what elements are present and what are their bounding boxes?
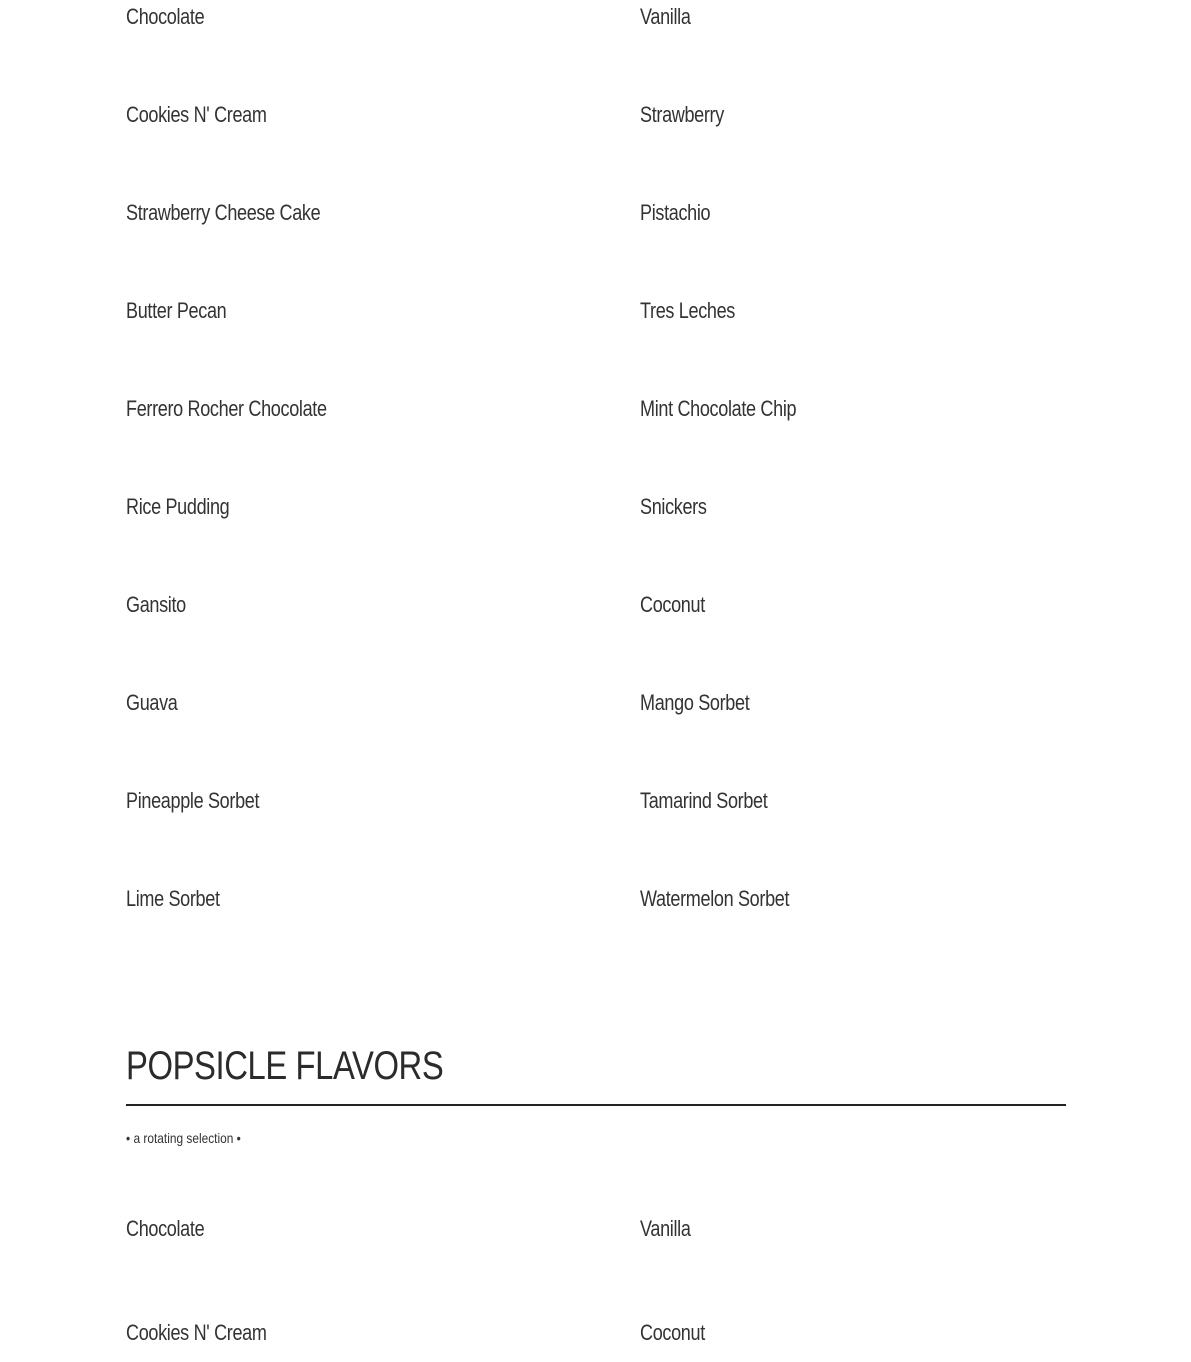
flavor-item: Guava <box>126 690 178 715</box>
flavor-item: Tres Leches <box>640 298 735 323</box>
flavor-item: Gansito <box>126 592 186 617</box>
flavor-item: Butter Pecan <box>126 298 227 323</box>
flavor-item: Strawberry <box>640 102 724 127</box>
popsicle-section-title: POPSICLE FLAVORS <box>126 1044 444 1088</box>
flavor-item: Coconut <box>640 1320 705 1345</box>
flavor-item: Watermelon Sorbet <box>640 886 790 911</box>
flavor-item: Vanilla <box>640 1216 691 1241</box>
flavor-item: Coconut <box>640 592 705 617</box>
flavor-item: Rice Pudding <box>126 494 230 519</box>
flavor-item: Cookies N' Cream <box>126 102 267 127</box>
flavor-item: Pineapple Sorbet <box>126 788 260 813</box>
flavor-item: Strawberry Cheese Cake <box>126 200 321 225</box>
flavor-item: Lime Sorbet <box>126 886 220 911</box>
flavor-item: Mint Chocolate Chip <box>640 396 797 421</box>
flavor-item: Cookies N' Cream <box>126 1320 267 1345</box>
flavor-item: Vanilla <box>640 4 691 29</box>
flavor-item: Pistachio <box>640 200 711 225</box>
popsicle-section-subtitle: • a rotating selection • <box>126 1130 241 1146</box>
flavor-item: Ferrero Rocher Chocolate <box>126 396 327 421</box>
flavor-item: Snickers <box>640 494 707 519</box>
flavor-item: Chocolate <box>126 4 205 29</box>
flavor-item: Chocolate <box>126 1216 205 1241</box>
section-divider <box>126 1104 1066 1106</box>
flavor-item: Mango Sorbet <box>640 690 750 715</box>
flavor-item: Tamarind Sorbet <box>640 788 768 813</box>
